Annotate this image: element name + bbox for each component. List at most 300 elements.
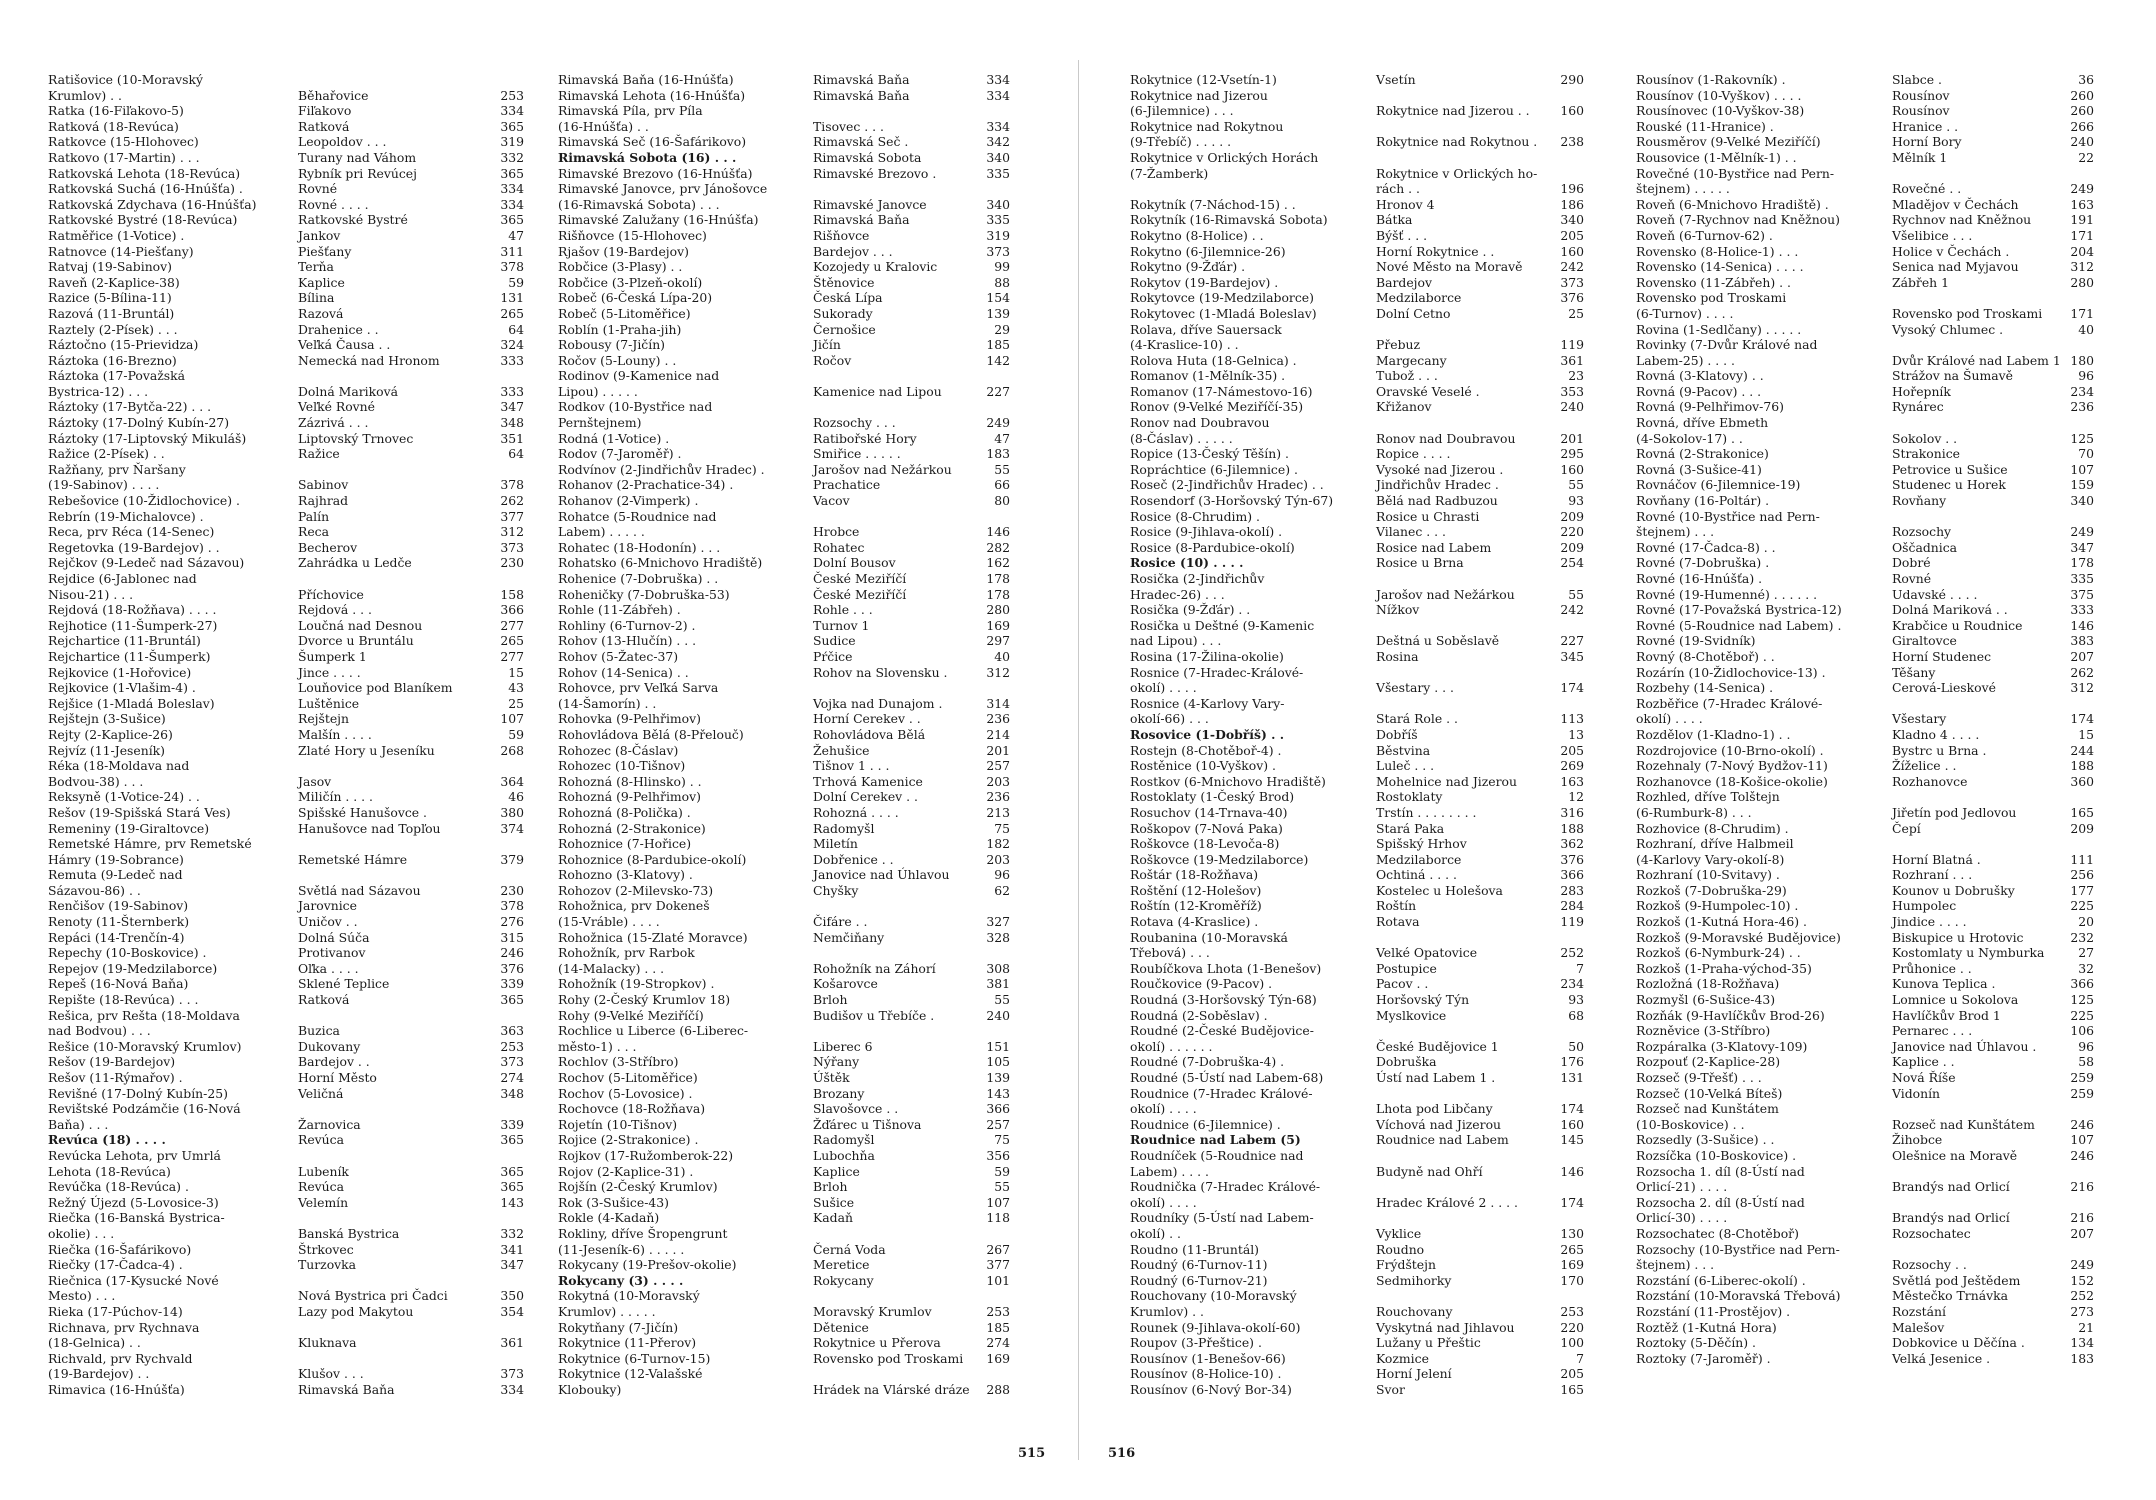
locality-name: Rimavské Brezovo (16-Hnúšťa)	[558, 165, 753, 181]
district-code: 260	[2070, 103, 2094, 119]
post-office: Nemecká nad Hronom	[298, 352, 440, 368]
post-office: Dolná Mariková	[298, 383, 398, 399]
locality-name: Rohatec (18-Hodonín) . . .	[558, 539, 721, 555]
index-entry	[558, 602, 1010, 618]
locality-name: Rozsochatec (8-Chotěboř)	[1636, 1225, 1799, 1241]
post-office: Kladno 4 . . . .	[1892, 726, 1980, 742]
post-office: Rovné	[298, 181, 338, 197]
index-entry	[48, 1008, 524, 1024]
index-entry	[1130, 1023, 1584, 1039]
district-code: 362	[1560, 836, 1584, 852]
locality-name: Rozhovice (8-Chrudim) .	[1636, 820, 1789, 836]
district-code: 265	[500, 633, 524, 649]
post-office: Žihobce	[1892, 1132, 1943, 1148]
post-office: Průhonice . .	[1892, 960, 1972, 976]
index-entry	[1130, 1320, 1584, 1336]
post-office: Budyně nad Ohří	[1376, 1163, 1483, 1179]
index-entry	[48, 743, 524, 759]
index-entry	[48, 758, 524, 774]
post-office: Postupice	[1376, 960, 1437, 976]
index-entry	[1130, 961, 1584, 977]
post-office: Bardejov . .	[298, 1054, 370, 1070]
locality-name: Rosička (9-Žďár) . .	[1130, 602, 1251, 618]
post-office: Žďárec u Tišnova	[813, 1116, 922, 1132]
locality-name: Rohožnica, prv Dokeneš	[558, 898, 710, 914]
index-column-2	[558, 72, 1010, 1397]
locality-name: Rozsocha 1. díl (8-Ústí nad	[1636, 1163, 1805, 1179]
locality-name: Rousínov (6-Nový Bor-34)	[1130, 1381, 1292, 1397]
post-office: Udavské . . . .	[1892, 586, 1978, 602]
locality-name: Rovná (9-Pelhřimov-76)	[1636, 399, 1784, 415]
district-code: 280	[986, 602, 1010, 618]
locality-name: Rozkoš (7-Dobruška-29)	[1636, 882, 1787, 898]
index-entry	[1636, 743, 2094, 759]
locality-name: Rovečné (10-Bystřice nad Pern-	[1636, 165, 1835, 181]
index-entry	[48, 493, 524, 509]
district-code: 378	[500, 259, 524, 275]
district-code: 47	[994, 430, 1010, 446]
index-entry	[1636, 680, 2094, 696]
index-entry	[1636, 1039, 2094, 1055]
post-office: Louňovice pod Blaníkem	[298, 680, 453, 696]
post-office: Horní Cerekev . .	[813, 711, 921, 727]
district-code: 23	[1568, 368, 1584, 384]
locality-name: Rosice (8-Pardubice-okolí)	[1130, 539, 1295, 555]
locality-name: Rozdrojovice (10-Brno-okolí) .	[1636, 742, 1824, 758]
index-entry	[48, 1366, 524, 1382]
locality-name: Labem) . . . . .	[558, 524, 645, 540]
index-entry	[1130, 181, 1584, 197]
index-entry	[1636, 1210, 2094, 1226]
district-code: 216	[2070, 1210, 2094, 1226]
district-code: 15	[2078, 726, 2094, 742]
index-entry	[558, 992, 1010, 1008]
index-entry	[1130, 275, 1584, 291]
locality-name: Rejkovice (1-Hořovice)	[48, 664, 192, 680]
locality-name: Rozárín (10-Židlochovice-13) .	[1636, 664, 1826, 680]
locality-name: Ráztoky (17-Liptovský Mikuláš)	[48, 430, 247, 446]
index-entry	[1130, 571, 1584, 587]
post-office: Mělník 1	[1892, 149, 1948, 165]
index-entry	[48, 1288, 524, 1304]
index-entry	[558, 680, 1010, 696]
post-office: Luštěnice	[298, 695, 360, 711]
index-entry	[1636, 1320, 2094, 1336]
locality-name: Ratkovská Suchá (16-Hnúšťa) .	[48, 181, 243, 197]
index-entry	[1130, 509, 1584, 525]
index-entry	[558, 852, 1010, 868]
locality-name: Baňa) . . .	[48, 1116, 109, 1132]
locality-name: Rovensko (11-Zábřeh) . .	[1636, 274, 1791, 290]
index-entry	[48, 976, 524, 992]
district-code: 354	[500, 1303, 524, 1319]
locality-name: Raveň (2-Kaplice-38)	[48, 274, 180, 290]
district-code: 64	[508, 446, 524, 462]
post-office: Rimavská Baňa	[813, 87, 910, 103]
index-entry	[1636, 976, 2094, 992]
post-office: Sušice	[813, 1194, 855, 1210]
district-code: 227	[1560, 633, 1584, 649]
post-office: České Meziříčí	[813, 571, 907, 586]
index-entry	[558, 275, 1010, 291]
post-office: Leopoldov . . .	[298, 134, 387, 150]
post-office: Nové Město na Moravě	[1376, 259, 1523, 275]
post-office: Kaplice . .	[1892, 1054, 1955, 1070]
post-office: Brandýs nad Orlicí	[1892, 1210, 2010, 1226]
index-entry	[1636, 1132, 2094, 1148]
post-office: Turnov 1	[813, 617, 870, 633]
index-entry	[558, 1366, 1010, 1382]
locality-name: Rosička (2-Jindřichův	[1130, 571, 1265, 586]
locality-name: Krumlov) . .	[48, 87, 122, 103]
index-entry	[1636, 1164, 2094, 1180]
locality-name: Roudné (2-České Budějovice-	[1130, 1023, 1314, 1039]
index-entry	[1636, 493, 2094, 509]
index-entry	[1130, 1226, 1584, 1242]
index-entry	[1636, 633, 2094, 649]
locality-name: Renčišov (19-Sabinov)	[48, 898, 189, 914]
locality-name: Rounek (9-Jihlava-okolí-60)	[1130, 1319, 1301, 1335]
post-office: Slavošovce . .	[813, 1101, 899, 1117]
index-entry	[48, 727, 524, 743]
index-entry	[1130, 384, 1584, 400]
locality-name: (8-Čáslav) . . . . .	[1130, 430, 1233, 446]
district-code: 100	[1560, 1335, 1584, 1351]
post-office: Tisovec . . .	[813, 118, 884, 134]
post-office: Rohozná . . . .	[813, 804, 899, 820]
post-office: Rozsochy . .	[1892, 1257, 1967, 1273]
post-office: Jindice . . . .	[1892, 914, 1967, 930]
locality-name: Rozsíčka (10-Boskovice) .	[1636, 1147, 1797, 1163]
locality-name: Rosička u Deštné (9-Kamenic	[1130, 617, 1315, 633]
index-entry	[48, 524, 524, 540]
index-entry	[558, 665, 1010, 681]
index-entry	[558, 88, 1010, 104]
locality-name: Ratvaj (19-Sabinov)	[48, 259, 172, 275]
post-office: Rouchovany	[1376, 1303, 1453, 1319]
index-entry	[1636, 1148, 2094, 1164]
locality-name: Rovnáčov (6-Jilemnice-19)	[1636, 477, 1801, 493]
locality-name: Rouské (11-Hranice) .	[1636, 118, 1774, 134]
district-code: 130	[1560, 1225, 1584, 1241]
locality-name: Rovné (17-Považská Bystrica-12)	[1636, 602, 1842, 618]
post-office: Sukorady	[813, 305, 873, 321]
district-code: 312	[2070, 680, 2094, 696]
post-office: Jarošov nad Nežárkou	[1376, 586, 1515, 602]
district-code: 373	[500, 1054, 524, 1070]
locality-name: Rojice (2-Strakonice) .	[558, 1132, 699, 1148]
index-entry	[1130, 462, 1584, 478]
district-code: 174	[1560, 680, 1584, 696]
district-code: 151	[986, 1038, 1010, 1054]
district-code: 162	[986, 555, 1010, 571]
locality-name: Rostěnice (10-Vyškov) .	[1130, 758, 1276, 774]
post-office: Víchová nad Jizerou	[1376, 1116, 1502, 1132]
locality-name: město-1) . . .	[558, 1038, 637, 1054]
locality-name: Rostejn (8-Chotěboř-4) .	[1130, 742, 1282, 758]
district-code: 249	[986, 415, 1010, 431]
district-code: 55	[1568, 477, 1584, 493]
post-office: Remetské Hámre	[298, 851, 408, 867]
district-code: 169	[986, 617, 1010, 633]
district-code: 377	[986, 1257, 1010, 1273]
index-entry	[1636, 867, 2094, 883]
district-code: 188	[2070, 758, 2094, 774]
post-office: Kostomlaty u Nymburka	[1892, 945, 2045, 961]
post-office: Světlá nad Sázavou	[298, 882, 421, 898]
index-entry	[558, 1023, 1010, 1039]
district-code: 125	[2070, 430, 2094, 446]
post-office: České Meziříčí	[813, 586, 907, 602]
district-code: 159	[2070, 477, 2094, 493]
index-entry	[558, 1304, 1010, 1320]
district-code: 25	[508, 695, 524, 711]
district-code: 75	[994, 1132, 1010, 1148]
post-office: Rozhanovce	[1892, 773, 1968, 789]
index-entry	[558, 1335, 1010, 1351]
index-entry	[48, 1148, 524, 1164]
post-office: Černošice	[813, 321, 876, 337]
index-entry	[558, 836, 1010, 852]
post-office: Ropice . . . .	[1376, 446, 1451, 462]
index-entry	[1636, 1023, 2094, 1039]
locality-name: Rieka (17-Púchov-14)	[48, 1303, 183, 1319]
index-entry	[48, 446, 524, 462]
index-entry	[1636, 1335, 2094, 1351]
post-office: Kostelec u Holešova	[1376, 882, 1503, 898]
district-code: 209	[1560, 539, 1584, 555]
post-office: Liberec 6	[813, 1038, 873, 1054]
index-entry	[1130, 399, 1584, 415]
index-entry	[558, 1382, 1010, 1398]
post-office: Dobřenice . .	[813, 851, 894, 867]
index-entry	[558, 290, 1010, 306]
index-entry	[48, 945, 524, 961]
index-entry	[48, 883, 524, 899]
post-office: Uničov . .	[298, 914, 358, 930]
post-office: Humpolec	[1892, 898, 1957, 914]
index-entry	[48, 914, 524, 930]
district-code: 274	[500, 1070, 524, 1085]
locality-name: Rozsocha 2. díl (8-Ústí nad	[1636, 1194, 1805, 1210]
district-code: 50	[1568, 1038, 1584, 1054]
index-entry	[48, 602, 524, 618]
index-entry	[558, 867, 1010, 883]
district-code: 178	[986, 571, 1010, 586]
index-entry	[1130, 852, 1584, 868]
locality-name: Rolava, dříve Sauersack	[1130, 321, 1282, 337]
district-code: 32	[2078, 960, 2094, 976]
post-office: Hrobce	[813, 524, 860, 540]
post-office: Slabce .	[1892, 72, 1942, 87]
district-code: 7	[1576, 1350, 1584, 1366]
index-entry	[1130, 197, 1584, 213]
post-office: Drahenice . .	[298, 321, 379, 337]
district-code: 334	[986, 87, 1010, 103]
locality-name: Rochovce (18-Rožňava)	[558, 1101, 706, 1117]
index-entry	[1636, 1195, 2094, 1211]
post-office: Rimavská Sobota	[813, 149, 922, 165]
locality-name: Rovná (9-Pacov) . . .	[1636, 383, 1762, 399]
post-office: Trhová Kamenice	[813, 773, 923, 789]
post-office: Ronov nad Doubravou	[1376, 430, 1516, 446]
locality-name: (14-Malacky) . . .	[558, 960, 665, 976]
locality-name: Rovná, dříve Ebmeth	[1636, 415, 1769, 431]
locality-name: Rovné (7-Dobruška) .	[1636, 555, 1770, 571]
district-code: 213	[986, 804, 1010, 820]
district-code: 111	[2070, 851, 2094, 867]
post-office: Piešťany	[298, 243, 352, 259]
index-entry	[1130, 1039, 1584, 1055]
index-entry	[48, 134, 524, 150]
locality-name: Reca, prv Réca (14-Senec)	[48, 524, 215, 540]
locality-name: Krumlov) . .	[1130, 1303, 1204, 1319]
district-code: 361	[500, 1335, 524, 1351]
locality-name: Rostoklaty (1-Český Brod)	[1130, 789, 1295, 805]
index-entry	[1130, 1242, 1584, 1258]
locality-name: Roudná (3-Horšovský Týn-68)	[1130, 992, 1317, 1008]
post-office: Petrovice u Sušice	[1892, 461, 2008, 477]
district-code: 365	[500, 118, 524, 134]
locality-name: Pernštejnem)	[558, 415, 642, 431]
index-entry	[558, 1320, 1010, 1336]
post-office: Rovné . . . .	[298, 196, 369, 212]
post-office: Kozmice	[1376, 1350, 1429, 1366]
post-office: Cerová-Lieskové	[1892, 680, 1996, 696]
index-entry	[558, 493, 1010, 509]
district-code: 288	[986, 1381, 1010, 1397]
district-code: 335	[986, 212, 1010, 228]
index-entry	[558, 1039, 1010, 1055]
locality-name: Rohovládova Bělá (8-Přelouč)	[558, 726, 744, 742]
post-office: Vysoký Chlumec .	[1892, 321, 2004, 337]
post-office: Kadaň	[813, 1210, 853, 1226]
post-office: Brloh	[813, 992, 848, 1008]
district-code: 373	[500, 539, 524, 555]
locality-name: Rohozec (10-Tišnov)	[558, 758, 686, 774]
post-office: Horní Město	[298, 1070, 377, 1085]
post-office: Pŕčice	[813, 648, 853, 664]
district-code: 55	[994, 992, 1010, 1008]
district-code: 143	[500, 1194, 524, 1210]
index-entry	[1636, 353, 2094, 369]
index-entry	[1636, 477, 2094, 493]
locality-name: Revúcka Lehota, prv Umrlá	[48, 1147, 221, 1163]
index-entry	[48, 477, 524, 493]
index-entry	[1130, 914, 1584, 930]
district-code: 196	[1560, 181, 1584, 197]
locality-name: Roveň (7-Rychnov nad Kněžnou)	[1636, 212, 1840, 228]
index-entry	[558, 368, 1010, 384]
district-code: 379	[500, 851, 524, 867]
locality-name: Rohov (14-Senica) . .	[558, 664, 689, 680]
index-entry	[1636, 446, 2094, 462]
index-column-1	[48, 72, 524, 1397]
index-entry	[558, 197, 1010, 213]
district-code: 262	[2070, 664, 2094, 680]
post-office: Pernarec . . .	[1892, 1023, 1973, 1039]
index-entry	[1130, 1117, 1584, 1133]
post-office: Sklené Teplice	[298, 976, 390, 992]
locality-name: (11-Jeseník-6) . . . . .	[558, 1241, 685, 1257]
locality-name: Rohov (5-Žatec-37)	[558, 648, 679, 664]
district-code: 366	[500, 602, 524, 618]
locality-name: Roubíčkova Lhota (1-Benešov)	[1130, 960, 1322, 976]
locality-name: Rozpouť (2-Kaplice-28)	[1636, 1054, 1781, 1070]
index-entry	[1130, 306, 1584, 322]
index-entry	[48, 290, 524, 306]
district-code: 253	[1560, 1303, 1584, 1319]
post-office: Rohovládova Bělá	[813, 726, 926, 742]
locality-name: Klobouky)	[558, 1381, 622, 1397]
locality-name: Rešov (11-Rýmařov) .	[48, 1070, 183, 1085]
index-entry	[1636, 1179, 2094, 1195]
district-code: 225	[2070, 898, 2094, 914]
district-code: 351	[500, 430, 524, 446]
index-entry	[48, 150, 524, 166]
index-entry	[48, 1226, 524, 1242]
district-code: 201	[1560, 430, 1584, 446]
post-office: Nížkov	[1376, 602, 1420, 618]
post-office: Smiřice . . . . .	[813, 446, 901, 462]
post-office: Oľka . . . .	[298, 960, 359, 976]
district-code: 106	[2070, 1023, 2094, 1039]
locality-name: Rokle (4-Kadaň)	[558, 1210, 660, 1226]
index-entry	[1130, 821, 1584, 837]
index-entry	[48, 197, 524, 213]
post-office: Horní Bory	[1892, 134, 1962, 150]
index-entry	[1636, 587, 2094, 603]
district-code: 55	[1568, 586, 1584, 602]
post-office: Jince . . . .	[298, 664, 361, 680]
district-code: 308	[986, 960, 1010, 976]
post-office: Kounov u Dobrušky	[1892, 882, 2015, 898]
post-office: Medzilaborce	[1376, 851, 1462, 867]
district-code: 324	[500, 337, 524, 353]
locality-name: Rozněvice (3-Stříbro)	[1636, 1023, 1771, 1039]
locality-name: Rohozná (8-Hlinsko) . .	[558, 773, 702, 789]
post-office: Kaplice	[298, 274, 345, 290]
index-entry	[558, 774, 1010, 790]
post-office: Ochtiná . . . .	[1376, 867, 1457, 883]
locality-name: Rokliny, dříve Šropengrunt	[558, 1225, 728, 1241]
index-entry	[48, 1304, 524, 1320]
post-office: Rostoklaty	[1376, 789, 1443, 805]
index-entry	[558, 758, 1010, 774]
post-office: Žíželice . .	[1892, 758, 1957, 774]
index-entry	[1636, 1070, 2094, 1086]
locality-name: Riečky (17-Čadca-4) .	[48, 1257, 183, 1273]
post-office: Rychnov nad Kněžnou	[1892, 212, 2032, 228]
district-code: 163	[2070, 196, 2094, 212]
locality-name: Rokytno (8-Holice) . .	[1130, 227, 1264, 243]
district-code: 284	[1560, 898, 1584, 914]
index-entry	[1130, 930, 1584, 946]
post-office: Rejštejn	[298, 711, 349, 727]
district-code: 119	[1560, 914, 1584, 930]
district-code: 373	[500, 1366, 524, 1382]
index-entry	[1636, 727, 2094, 743]
district-code: 36	[2078, 72, 2094, 87]
locality-name: Rohliny (6-Turnov-2) .	[558, 617, 696, 633]
index-entry	[558, 1179, 1010, 1195]
index-entry	[48, 1179, 524, 1195]
post-office: Spišský Hrhov	[1376, 836, 1467, 852]
index-entry	[1130, 1054, 1584, 1070]
district-code: 96	[994, 867, 1010, 883]
post-office: Rokytnice v Orlických ho-	[1376, 165, 1538, 181]
district-code: 240	[986, 1007, 1010, 1023]
